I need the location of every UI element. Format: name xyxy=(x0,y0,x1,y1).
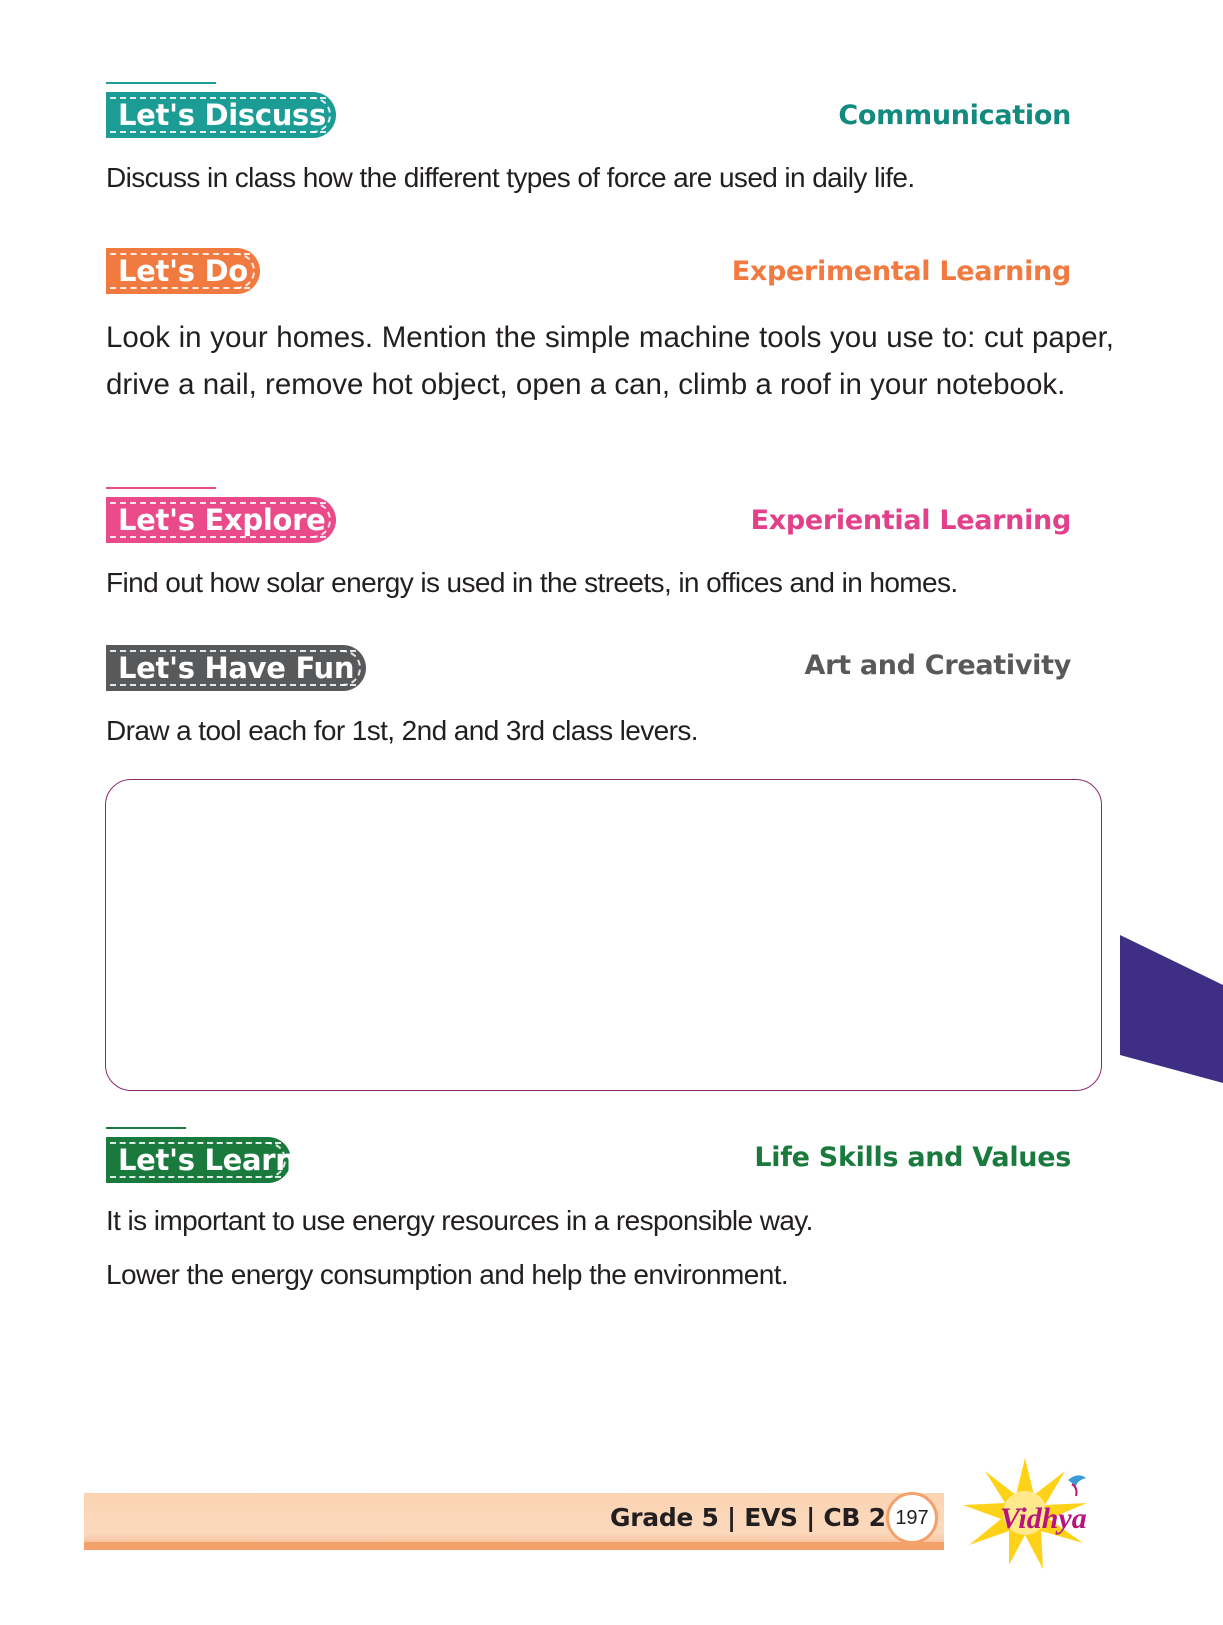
section-tag-label: Let's Explore xyxy=(118,503,326,537)
drawing-area[interactable] xyxy=(105,779,1102,1091)
section-body-text: Look in your homes. Mention the simple machine tools you use to: cut paper, drive a nail, remove hot object, open a can, climb a roof in your notebook. xyxy=(106,321,1114,401)
section-tag-label: Let's Have Fun xyxy=(118,651,355,685)
tag-accent-line xyxy=(106,1127,186,1129)
tag-accent-line xyxy=(106,82,216,84)
page-number: 197 xyxy=(895,1506,929,1529)
page-number-badge xyxy=(886,1492,938,1544)
section-tag xyxy=(106,645,366,691)
skill-label: Art and Creativity xyxy=(804,650,1071,681)
section-tag xyxy=(106,497,336,543)
footer-grade-label: Grade 5 | EVS | CB 2 xyxy=(610,1503,886,1532)
section-body-text-2: Lower the energy consumption and help the environment. xyxy=(106,1259,789,1290)
skill-label: Communication xyxy=(838,100,1071,131)
skill-label: Experimental Learning xyxy=(731,256,1071,287)
section-body-text: Discuss in class how the different types of force are used in daily life. xyxy=(106,162,915,193)
section-tag-label: Let's Discuss xyxy=(118,98,326,132)
section-body-text: Find out how solar energy is used in the streets, in offices and in homes. xyxy=(106,567,958,598)
section-body-text: It is important to use energy resources in a responsible way. xyxy=(106,1205,813,1236)
skill-label: Experiential Learning xyxy=(750,505,1071,536)
section-tag xyxy=(106,92,336,138)
skill-label: Life Skills and Values xyxy=(754,1142,1071,1173)
section-tag xyxy=(106,248,260,294)
section-tag xyxy=(106,1137,296,1183)
section-tag-label: Let's Do xyxy=(118,254,248,288)
chapter-side-tab xyxy=(1120,935,1223,1083)
logo-text: Vidhya xyxy=(1000,1502,1087,1535)
footer-band-edge xyxy=(84,1542,944,1550)
section-body-text: Draw a tool each for 1st, 2nd and 3rd class levers. xyxy=(106,715,698,746)
tag-accent-line xyxy=(106,487,216,489)
section-tag-label: Let's Learn xyxy=(118,1143,296,1177)
